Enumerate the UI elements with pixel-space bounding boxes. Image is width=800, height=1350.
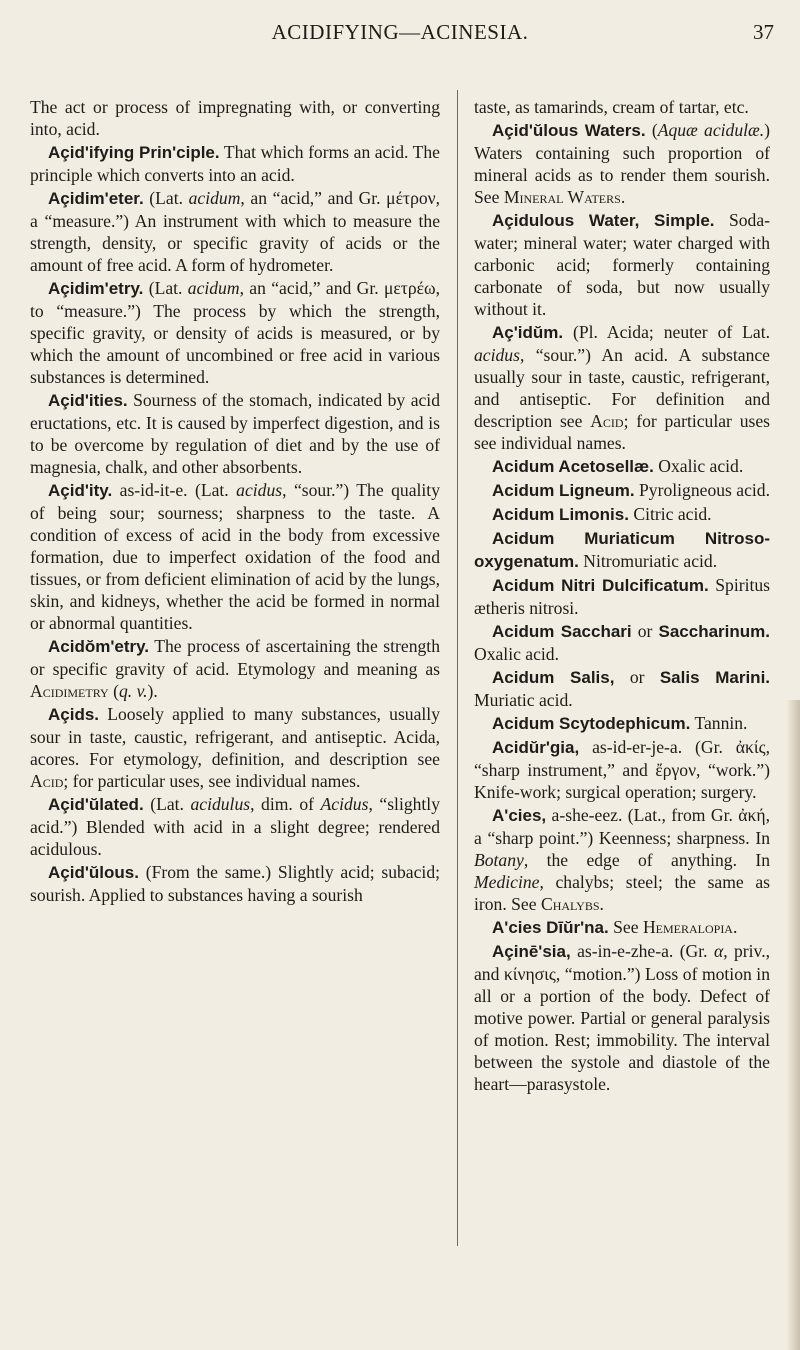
right-column bbox=[474, 96, 770, 1096]
entry-headword: Açid'ity. bbox=[48, 481, 113, 500]
entry-text: or bbox=[614, 667, 660, 687]
entry-headword: Acidŏm'etry. bbox=[48, 637, 150, 656]
entry-text: Medicine bbox=[474, 872, 540, 892]
dictionary-entry bbox=[474, 479, 770, 502]
entry-headword: Açid'ities. bbox=[48, 391, 128, 410]
dictionary-entry bbox=[474, 503, 770, 526]
entry-text: Oxalic acid. bbox=[653, 456, 744, 476]
entry-text: , dim. of bbox=[250, 794, 321, 814]
dictionary-entry bbox=[30, 793, 440, 860]
entry-text: Acid bbox=[590, 411, 624, 431]
dictionary-entry bbox=[474, 916, 770, 939]
entry-headword: Acidum Nitri Dulcificatum. bbox=[492, 576, 709, 595]
entry-text: ). bbox=[147, 681, 158, 701]
entry-text: Tannin. bbox=[690, 713, 748, 733]
entry-text: Citric acid. bbox=[628, 504, 712, 524]
entry-headword: Açid'ŭlated. bbox=[48, 795, 144, 814]
entry-text: Acid bbox=[30, 771, 64, 791]
entry-headword: Acidum Ligneum. bbox=[492, 481, 635, 500]
dictionary-entry bbox=[474, 209, 770, 320]
entry-text: α bbox=[713, 941, 724, 961]
entry-text: a-she-eez. (Lat., from Gr. ἀκή, a “sharp point.”) Keenness; sharpness. In bbox=[474, 805, 770, 848]
entry-text: (From the same.) Slightly acid; subacid; sourish. Applied to substances having a sourish bbox=[30, 862, 440, 905]
entry-text: Muriatic acid. bbox=[474, 690, 573, 710]
entry-headword: Acidum Sacchari bbox=[492, 622, 632, 641]
entry-headword: Açid'ifying Prin'ciple. bbox=[48, 143, 220, 162]
entry-text: The act or process of impregnating with, or converting into, acid. bbox=[30, 97, 440, 139]
entry-text: Hemeralopia bbox=[642, 917, 733, 937]
entry-text: as-id-er-je-a. (Gr. ἀκίς, “sharp instrument,” and ἔργον, “work.”) Knife-work; surgical operation; surgery. bbox=[474, 737, 770, 802]
entry-text: Chalybs bbox=[540, 894, 600, 914]
entry-text: , an “acid,” and Gr. μέτρον, a “measure.”) An instrument with which to measure the strength, density, or specific gravity of acids or the amount of free acid. A form of hydrometer. bbox=[30, 188, 441, 275]
entry-headword: Aç'idŭm. bbox=[492, 323, 564, 342]
entry-headword: Açid'ŭlous. bbox=[48, 863, 139, 882]
page-number: 37 bbox=[753, 20, 774, 44]
entry-text: ( bbox=[645, 120, 658, 140]
entry-text: , “sour.”) An acid. A substance usually sour in taste, caustic, refrigerant, and antiseptic. For definition and description see bbox=[474, 345, 770, 431]
entry-text: acidus bbox=[474, 345, 520, 365]
dictionary-entry bbox=[474, 940, 770, 1095]
entry-text: Sourness of the stomach, indicated by acid eructations, etc. It is caused by imperfect digestion, and is to be overcome by regulation of diet and by the use of magnesia, chalk, and other absorbents. bbox=[30, 390, 440, 477]
entry-text: as-in-e-zhe-a. (Gr. bbox=[570, 941, 714, 961]
entry-text: (Pl. Acida; neuter of Lat. bbox=[563, 322, 770, 342]
dictionary-entry bbox=[30, 187, 440, 276]
entry-text: acidulus bbox=[190, 794, 251, 814]
entry-text: See bbox=[608, 917, 643, 937]
dictionary-entry bbox=[30, 703, 440, 792]
dictionary-entry bbox=[474, 804, 770, 915]
entry-text: acidum bbox=[187, 278, 240, 298]
dictionary-entry bbox=[474, 455, 770, 478]
running-head: ACIDIFYING—ACINESIA. bbox=[271, 20, 529, 44]
page-header bbox=[0, 20, 800, 50]
entry-headword: Açinē'sia, bbox=[492, 942, 571, 961]
entry-text: Mineral Waters bbox=[503, 187, 621, 207]
entry-headword: A'cies Dīŭr'na. bbox=[492, 918, 609, 937]
entry-text: ; for particular uses, see individual names. bbox=[63, 771, 361, 791]
entry-text: Loosely applied to many substances, usually sour in taste, caustic, refrigerant, and antiseptic. Acida, acores. For etymology, definition, and description see bbox=[30, 704, 440, 769]
dictionary-entry bbox=[474, 119, 770, 208]
entry-headword: Acidum Muriaticum Nitroso-oxygenatum. bbox=[474, 529, 770, 571]
dictionary-entry bbox=[474, 666, 770, 711]
entry-headword: Açidulous Water, Simple. bbox=[492, 211, 715, 230]
entry-text: Aquæ acidulæ. bbox=[657, 120, 765, 140]
entry-text: or bbox=[631, 621, 659, 641]
entry-text: Pyroligneous acid. bbox=[634, 480, 770, 500]
entry-text: (Lat. bbox=[143, 794, 191, 814]
dictionary-entry bbox=[30, 141, 440, 186]
dictionary-entry bbox=[474, 712, 770, 735]
entry-text: , priv., and κίνησις, “motion.”) Loss of motion in all or a portion of the body. Defect of motive power. Partial or general paralysis of motion. Rest; immobility. The interval between the systole and diastole of the heart—parasystole. bbox=[474, 941, 770, 1094]
entry-text: (Lat. bbox=[143, 188, 189, 208]
dictionary-entry bbox=[474, 620, 770, 665]
entry-text: That which forms an acid. The principle which converts into an acid. bbox=[30, 142, 440, 185]
dictionary-entry bbox=[30, 861, 440, 906]
entry-headword: Acidŭr'gia, bbox=[492, 738, 580, 757]
entry-text: taste, as tamarinds, cream of tartar, etc. bbox=[474, 97, 749, 117]
entry-text: as-id-it-e. (Lat. bbox=[112, 480, 237, 500]
dictionary-entry bbox=[30, 635, 440, 702]
dictionary-entry bbox=[474, 736, 770, 803]
dictionary-entry bbox=[30, 277, 440, 388]
entry-text: ) Waters containing such proportion of mineral acids as to render them sourish. See bbox=[474, 120, 770, 207]
entry-text: Acidus bbox=[320, 794, 369, 814]
entry-headword: Açidim'eter. bbox=[48, 189, 144, 208]
entry-headword: Salis Marini. bbox=[659, 668, 771, 687]
dictionary-entry bbox=[30, 389, 440, 478]
entry-text: , the edge of anything. In bbox=[523, 850, 770, 870]
entry-text: , “sour.”) The quality of being sour; sourness; sharpness to the taste. A condition of excess of acid in the body from excessive formation, due to imperfect oxidation of the food and tissues, or from deficient elimination of acid by the lungs, skin, and kidneys, whether the acid be formed in normal or abnormal quantities. bbox=[30, 480, 440, 633]
page-edge-shadow bbox=[786, 700, 800, 1350]
entry-headword: Saccharinum. bbox=[658, 622, 770, 641]
entry-text: acidus bbox=[236, 480, 283, 500]
entry-text: The process of ascertaining the strength or specific gravity of acid. Etymology and meaning as bbox=[30, 636, 440, 679]
dictionary-entry bbox=[474, 527, 770, 573]
entry-text: , “slightly acid.”) Blended with acid in a slight degree; rendered acidulous. bbox=[30, 794, 440, 859]
entry-text: q. v. bbox=[118, 681, 148, 701]
entry-text: Botany bbox=[474, 850, 524, 870]
dictionary-entry bbox=[474, 96, 770, 118]
entry-text: Soda-water; mineral water; water charged with carbonic acid; formerly containing carbonate of soda, but now usually without it. bbox=[474, 210, 771, 319]
dictionary-entry bbox=[30, 96, 440, 140]
entry-text: (Lat. bbox=[143, 278, 188, 298]
left-column bbox=[30, 96, 440, 907]
entry-headword: A'cies, bbox=[492, 806, 547, 825]
entry-text: Nitromuriatic acid. bbox=[578, 551, 718, 571]
entry-headword: Acidum Scytodephicum. bbox=[492, 714, 691, 733]
entry-headword: Açids. bbox=[48, 705, 100, 724]
dictionary-entry bbox=[474, 574, 770, 619]
entry-text: ; for particular uses see individual names. bbox=[474, 411, 770, 453]
entry-headword: Acidum Salis, bbox=[492, 668, 615, 687]
entry-text: Acidimetry bbox=[30, 681, 109, 701]
entry-text: , chalybs; steel; the same as iron. See bbox=[474, 872, 770, 914]
entry-text: . bbox=[599, 894, 604, 914]
entry-text: acidum bbox=[188, 188, 241, 208]
column-divider bbox=[457, 90, 458, 1246]
dictionary-entry bbox=[474, 321, 770, 454]
entry-headword: Açid'ŭlous Waters. bbox=[492, 121, 646, 140]
entry-text: Oxalic acid. bbox=[474, 644, 559, 664]
entry-text: . bbox=[620, 187, 626, 207]
entry-text: Spiritus ætheris nitrosi. bbox=[474, 575, 770, 618]
entry-text: . bbox=[732, 917, 738, 937]
entry-headword: Acidum Acetosellæ. bbox=[492, 457, 654, 476]
entry-headword: Açidim'etry. bbox=[48, 279, 144, 298]
entry-text: ( bbox=[108, 681, 119, 701]
entry-headword: Acidum Limonis. bbox=[492, 505, 629, 524]
entry-text: , an “acid,” and Gr. μετρέω, to “measure.”) The process by which the strength, specific gravity, or density of acids is measured, or by which the amount of uncombined or free acid in various substances is determined. bbox=[30, 278, 441, 387]
dictionary-entry bbox=[30, 479, 440, 634]
